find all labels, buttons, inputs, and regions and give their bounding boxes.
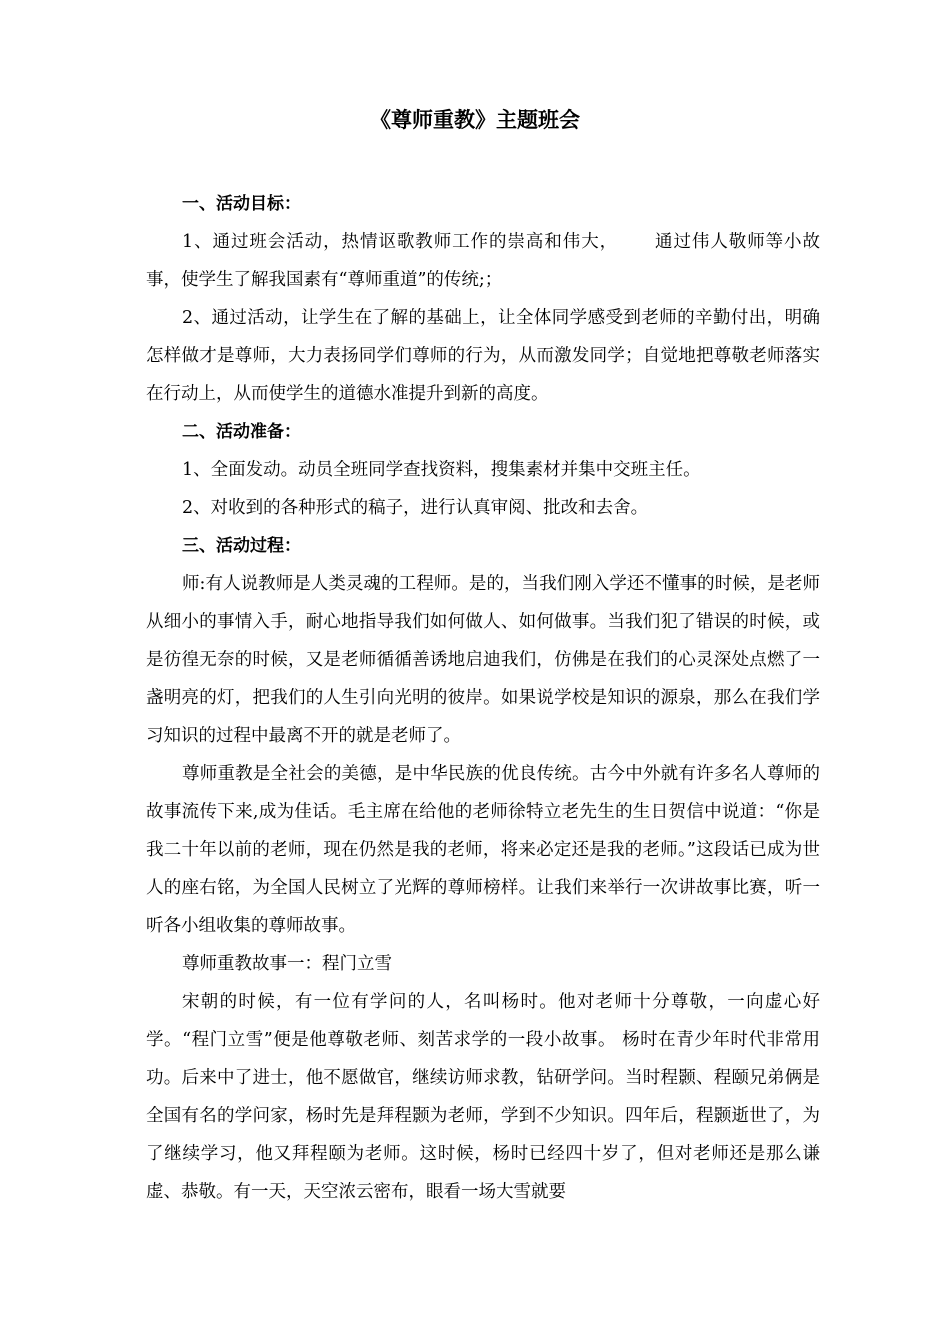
process-paragraph-2: 尊师重教是全社会的美德，是中华民族的优良传统。古今中外就有许多名人尊师的故事流传下来,成为佳话。毛主席在给他的老师徐特立老先生的生日贺信中说道：“你是我二十年以前的老师，现在仍然是我的老师，将来必定还是我的老师。”这段话已成为世人的座右铭，为全国人民树立了光辉的尊师榜样。让我们来举行一次讲故事比赛，听一听各小组收集的尊师故事。 bbox=[146, 764, 820, 936]
prep-item-1: 1、全面发动。动员全班同学查找资料，搜集素材并集中交班主任。 bbox=[182, 460, 701, 480]
section-heading-process: 三、活动过程： bbox=[182, 536, 301, 556]
goal-item-1-part2: 通过伟人敬师等小故事，使学生了解我国素有“尊师重道”的传统;； bbox=[146, 232, 820, 290]
prep-item-2: 2、对收到的各种形式的稿子，进行认真审阅、批改和去舍。 bbox=[182, 498, 649, 518]
document-title: 《尊师重教》主题班会 bbox=[370, 108, 580, 132]
goal-item-1-part1: 1、通过班会活动，热情讴歌教师工作的崇高和伟大， bbox=[182, 232, 619, 252]
section-heading-preparation: 二、活动准备： bbox=[182, 422, 301, 442]
document-body bbox=[146, 185, 820, 1211]
story-paragraph: 宋朝的时候，有一位有学问的人，名叫杨时。他对老师十分尊敬，一向虚心好学。“程门立雪”便是他尊敬老师、刻苦求学的一段小故事。 杨时在青少年时代非常用功。后来中了进士，他不愿做官，继续访师求教，钻研学问。当时程颢、程颐兄弟俩是全国有名的学问家，杨时先是拜程颢为老师，学到不少知识。四年后，程颢逝世了，为了继续学习，他又拜程颐为老师。这时候，杨时已经四十岁了，但对老师还是那么谦虚、恭敬。有一天，天空浓云密布，眼看一场大雪就要 bbox=[146, 992, 820, 1202]
goal-item-1 bbox=[146, 223, 820, 299]
process-paragraph-1: 师:有人说教师是人类灵魂的工程师。是的，当我们刚入学还不懂事的时候，是老师从细小的事情入手，耐心地指导我们如何做人、如何做事。当我们犯了错误的时候，或是彷徨无奈的时候，又是老师循循善诱地启迪我们，仿佛是在我们的心灵深处点燃了一盏明亮的灯，把我们的人生引向光明的彼岸。如果说学校是知识的源泉，那么在我们学习知识的过程中最离不开的就是老师了。 bbox=[146, 574, 820, 746]
section-heading-goals: 一、活动目标： bbox=[182, 194, 301, 214]
goal-item-2: 2、通过活动，让学生在了解的基础上，让全体同学感受到老师的辛勤付出，明确怎样做才是尊师，大力表扬同学们尊师的行为，从而激发同学；自觉地把尊敬老师落实在行动上，从而使学生的道德水准提升到新的高度。 bbox=[146, 308, 820, 404]
story-title: 尊师重教故事一：程门立雪 bbox=[182, 954, 392, 974]
